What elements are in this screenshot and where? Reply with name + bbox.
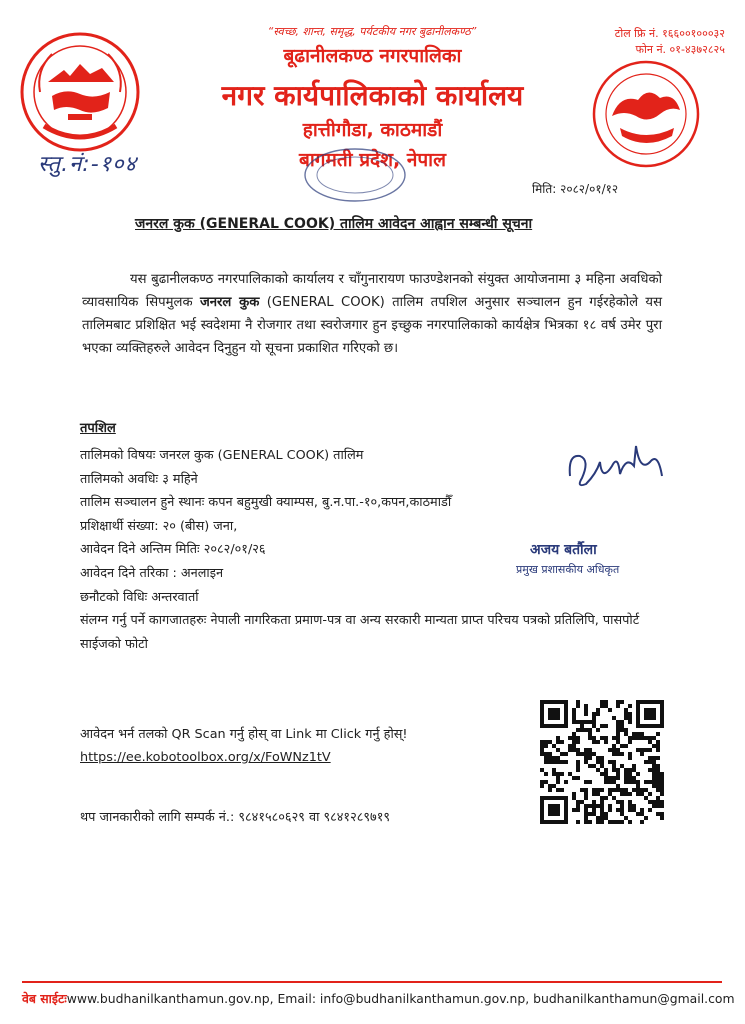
footer-contacts: www.budhanilkanthamun.gov.np, Email: info@budhanilkanthamun.gov.np, budhanilkanthamun@gmail.com: [66, 991, 735, 1006]
detail-item: आवेदन दिने तरिका : अनलाइन: [80, 565, 224, 581]
detail-item: आवेदन दिने अन्तिम मितिः २०८२/०१/२६: [80, 542, 266, 558]
signature: [562, 426, 672, 502]
slogan: “स्वच्छ, शान्त, समृद्ध, पर्यटकीय नगर बुढानीलकण्ठ”: [267, 25, 477, 38]
contact-numbers: थप जानकारीको लागि सम्पर्क नं.: ९८४१५८०६२९ वा ९८४१२८९७१९: [80, 810, 391, 825]
detail-item: प्रशिक्षार्थी संख्या: २० (बीस) जना,: [80, 518, 238, 534]
reference-number: स्तु.नं:-१०४: [38, 152, 137, 177]
toll-free-number: टोल फ्रि नं. १६६००१०००३२: [614, 27, 725, 40]
signatory-name: अजय बर्तौला: [530, 542, 597, 558]
footer: [22, 990, 742, 1007]
qr-code[interactable]: [540, 700, 664, 824]
apply-instruction: आवेदन भर्न तलको QR Scan गर्नु होस् वा Link मा Click गर्नु होस्!: [80, 727, 408, 742]
notice-body: [82, 268, 662, 360]
phone-number: फोन नं. ०१-४३७२८२५: [635, 43, 725, 56]
municipality-logo: [590, 58, 702, 170]
office-name: नगर कार्यपालिकाको कार्यालय: [221, 79, 524, 112]
detail-item: छनौटको विधिः अन्तरवार्ता: [80, 589, 199, 605]
website-label: वेब साईटः: [22, 991, 67, 1006]
detail-item: तालिम सञ्चालन हुने स्थानः कपन बहुमुखी क्याम्पस, बु.न.पा.-१०,कपन,काठमाडौँ: [80, 495, 452, 511]
notice-subject: जनरल कुक (GENERAL COOK) तालिम आवेदन आह्वान सम्बन्धी सूचना: [135, 216, 533, 232]
detail-item: तालिमको अवधिः ३ महिने: [80, 471, 198, 487]
notice-date: मिति: २०८२/०१/१२: [532, 182, 619, 196]
application-link[interactable]: https://ee.kobotoolbox.org/x/FoWNz1tV: [80, 750, 331, 765]
municipality-name: बूढानीलकण्ठ नगरपालिका: [283, 45, 462, 67]
contact-info: [615, 26, 725, 58]
province-name: बागमती प्रदेश, नेपाल: [299, 149, 446, 171]
office-location: हात्तीगौडा, काठमाडौं: [302, 119, 443, 141]
body-text-start: यस बुढानीलकण्ठ नगरपालिकाको कार्यालय र चाँगुनारायण फाउण्डेशनको संयुक्त आयोजनामा ३ महिना अवधिको व्यावसायिक सिपमुलक: [82, 272, 662, 310]
body-text-end: (GENERAL COOK) तालिम तपशिल अनुसार सञ्चालन हुन गईरहेकोले यस तालिमबाट प्रशिक्षित भई स्वदेशमा नै रोजगार तथा स्वरोजगार हुन इच्छुक नगरपालिकाको कार्यक्षेत्र भित्रका १८ वर्ष उमेर पुरा भएका व्यक्तिहरुले आवेदन दिनुहुन यो सूचना प्रकाशित गरिएको छ।: [82, 295, 662, 356]
footer-divider: [22, 981, 722, 983]
detail-item: संलग्न गर्नु पर्ने कागजातहरुः नेपाली नागरिकता प्रमाण-पत्र वा अन्य सरकारी मान्यता प्राप्त परिचय पत्रको प्रतिलिपि, पासपोर्ट साईजको फोटो: [80, 613, 640, 652]
signatory-title: प्रमुख प्रशासकीय अधिकृत: [516, 563, 620, 576]
nepal-emblem-logo: [18, 30, 142, 154]
office-stamp: [300, 145, 410, 205]
body-text-bold: जनरल कुक: [199, 295, 260, 310]
detail-item: तालिमको विषयः जनरल कुक (GENERAL COOK) तालिम: [80, 448, 364, 463]
details-heading: तपशिल: [80, 421, 116, 436]
